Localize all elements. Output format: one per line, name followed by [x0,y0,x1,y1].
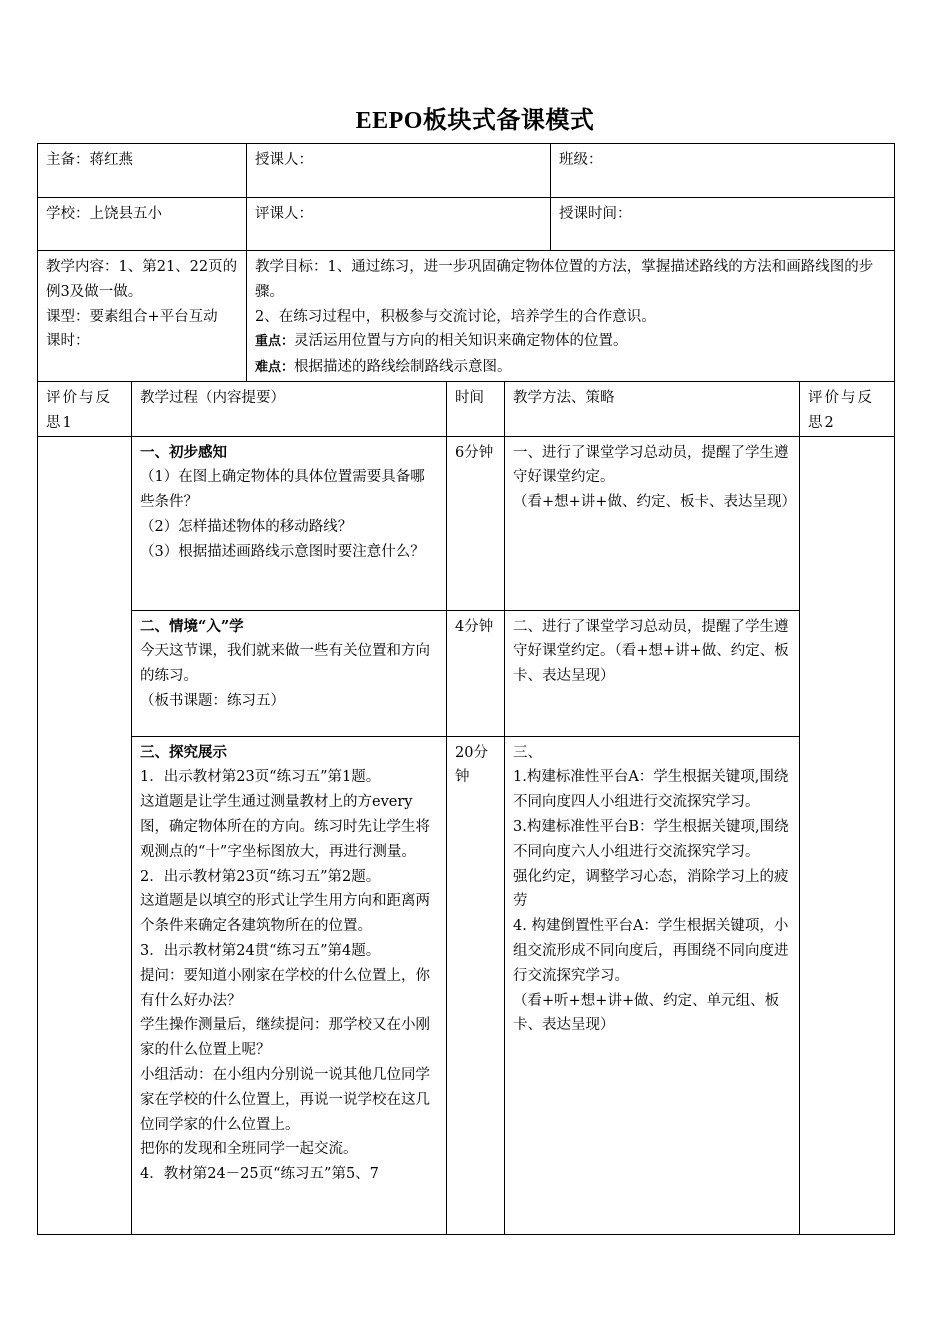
header-row [38,381,895,436]
section-row-2 [38,610,895,736]
eval2-cell [800,436,895,1234]
section-3-line: 学生操作测量后，继续提问：那学校又在小刚家的什么位置上呢？ [140,1017,430,1059]
period-line: 课时： [46,333,90,350]
header-time: 时间 [447,381,505,436]
course-type-line: 课型：要素组合+平台互动 [46,308,218,325]
content-goals-row [38,251,895,382]
key-point-label: 重点： [255,334,295,350]
section-2-time: 4分钟 [447,610,505,736]
section-2-line: 今天这节课，我们就来做一些有关位置和方向的练习。 [140,643,430,685]
section-3-process [132,736,447,1234]
section-1-method-line: （看+想+讲+做、约定、板卡、表达呈现） [513,494,796,511]
difficulty-text: 根据描述的路线绘制路线示意图。 [294,359,512,376]
class-time-cell: 授课时间： [551,198,895,251]
section-3-line: 提问：要知道小刚家在学校的什么位置上，你有什么好办法？ [140,967,430,1009]
goal-line-2: 2、在练习过程中，积极参与交流讨论，培养学生的合作意识。 [255,308,656,325]
header-eval1: 评价与反思1 [38,381,132,436]
section-1-line: （3）根据描述画路线示意图时要注意什么？ [140,543,425,560]
reviewer-cell: 评课人： [247,198,551,251]
section-3-line: 这道题是以填空的形式让学生用方向和距离两个条件来确定各建筑物所在的位置。 [140,893,430,935]
section-3-line: 3．出示教材第24贯“练习五”第4题。 [140,942,381,959]
teacher-cell: 授课人： [247,144,551,198]
section-2-method [505,610,800,736]
difficulty-label: 难点： [255,360,295,376]
eval1-cell [38,436,132,1234]
section-3-method-line: 强化约定，调整学习心态，消除学习上的疲劳 [513,868,789,910]
difficulty-line [255,355,886,381]
section-3-line: 1．出示教材第23页“练习五”第1题。 [140,769,381,786]
section-3-method-line: （看+听+想+讲+做、约定、单元组、板卡、表达呈现） [513,992,780,1034]
section-3-line: 4．教材第24－25页“练习五”第5、7 [140,1166,379,1183]
section-1-line: （2）怎样描述物体的移动路线？ [140,518,353,535]
section-1-method-line: 一、进行了课堂学习总动员，提醒了学生遵守好课堂约定。 [513,444,789,486]
content-line: 教学内容：1、第21、22页的例3及做一做。 [46,259,238,300]
teaching-content-cell [38,251,247,382]
section-3-method-line: 三、 [513,744,542,761]
header-process: 教学过程（内容提要） [132,381,447,436]
section-3-method-line: 1.构建标准性平台A：学生根据关键项,围绕不同向度四人小组进行交流探究学习。 [513,769,789,811]
section-1-line: （1）在图上确定物体的具体位置需要具备哪些条件？ [140,469,425,511]
section-1-time: 6分钟 [447,436,505,610]
section-3-heading: 三、探究展示 [140,743,227,761]
section-row-3 [38,736,895,1234]
header-eval2: 评价与反思2 [800,381,895,436]
lesson-plan-table [37,143,895,1235]
section-3-method-line: 3.构建标准性平台B：学生根据关键项,围绕不同向度六人小组进行交流探究学习。 [513,818,789,860]
school-cell: 学校：上饶县五小 [38,198,247,251]
class-cell: 班级： [551,144,895,198]
section-3-line: 2．出示教材第23页“练习五”第2题。 [140,868,381,885]
section-2-heading: 二、情境“入”学 [140,617,244,635]
goal-line-1: 教学目标：1、通过练习，进一步巩固确定物体位置的方法，掌握描述路线的方法和画路线图的步骤。 [255,259,874,300]
section-3-method [505,736,800,1234]
section-row-1 [38,436,895,610]
section-3-time: 20分钟 [447,736,505,1234]
section-3-method-line: 4. 构建倒置性平台A：学生根据关键项，小组交流形成不同向度后，再围绕不同向度进行交流探究学习。 [513,918,789,984]
key-point-text: 灵活运用位置与方向的相关知识来确定物体的位置。 [294,333,628,350]
key-point-line [255,329,886,355]
section-3-line: 这道题是让学生通过测量教材上的方every图，确定物体所在的方向。练习时先让学生将观测点的“十”字坐标图放大，再进行测量。 [140,794,430,860]
section-2-line: （板书课题：练习五） [140,692,285,709]
section-1-method [505,436,800,610]
section-1-process [132,436,447,610]
page-title: EEPO板块式备课模式 [355,108,595,134]
lead-teacher-cell: 主备：蒋红燕 [38,144,247,198]
teaching-goals-cell [247,251,895,382]
section-1-heading: 一、初步感知 [140,443,227,461]
info-row-1 [38,144,895,198]
section-2-process [132,610,447,736]
header-method: 教学方法、策略 [505,381,800,436]
section-3-line: 把你的发现和全班同学一起交流。 [140,1141,358,1158]
info-row-2 [38,198,895,251]
section-3-line: 小组活动：在小组内分别说一说其他几位同学家在学校的什么位置上，再说一说学校在这几位同学家的什么位置上。 [140,1066,430,1133]
section-2-method-line: 二、进行了课堂学习总动员，提醒了学生遵守好课堂约定。（看+想+讲+做、约定、板卡、表达呈现） [513,618,789,685]
